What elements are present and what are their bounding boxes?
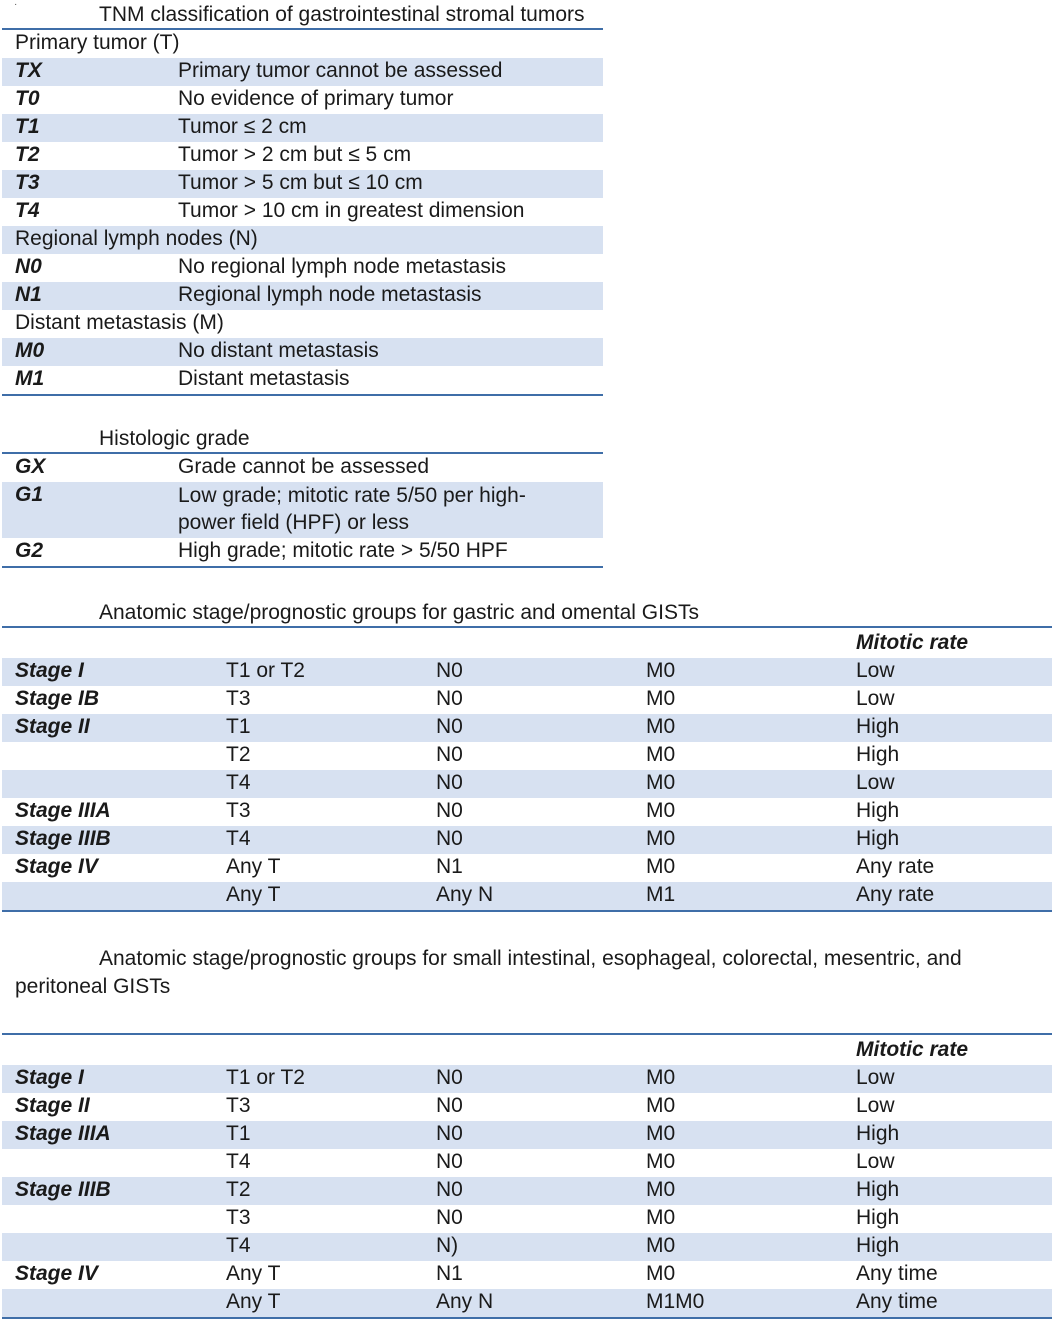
- rate-cell: Any time: [856, 1262, 938, 1285]
- t-desc: Tumor > 5 cm but ≤ 10 cm: [165, 170, 603, 198]
- m-cell: M0: [633, 1121, 843, 1149]
- t-cell: T1: [213, 714, 423, 742]
- stage-cell: [2, 1205, 213, 1233]
- n-cell: Any N: [423, 882, 633, 911]
- t-code: T3: [2, 170, 165, 198]
- table-row: [2, 1093, 1052, 1121]
- mitotic-rate-header: Mitotic rate: [856, 1038, 969, 1061]
- stage-cell: Stage IV: [15, 1262, 98, 1285]
- rate-cell: Low: [856, 1150, 895, 1173]
- stage-cell: [2, 882, 213, 911]
- rate-cell: High: [856, 1206, 900, 1229]
- m-cell: M0: [646, 743, 676, 766]
- m-cell: M0: [633, 1177, 843, 1205]
- n-cell: N0: [436, 1206, 463, 1229]
- intestinal-table: [2, 1033, 1052, 1319]
- stage-cell: [2, 1233, 213, 1261]
- grade-code: G1: [2, 482, 165, 538]
- table-row: [2, 770, 1052, 798]
- intestinal-title-line2: peritoneal GISTs: [15, 975, 171, 998]
- n-desc: Regional lymph node metastasis: [165, 282, 603, 310]
- m-cell: M0: [646, 799, 676, 822]
- grade-desc: Low grade; mitotic rate 5/50 per high-power field (HPF) or less: [165, 482, 603, 538]
- table-row: [2, 198, 603, 226]
- table-row: [2, 170, 603, 198]
- tnm-title: TNM classification of gastrointestinal stromal tumors: [99, 3, 585, 26]
- table-row: [2, 1177, 1052, 1205]
- stage-cell: Stage IB: [15, 687, 100, 710]
- m-cell: M0: [633, 826, 843, 854]
- n-desc: No regional lymph node metastasis: [178, 255, 507, 278]
- n-cell: N0: [436, 1094, 463, 1117]
- rate-cell: High: [843, 1121, 1052, 1149]
- table-row: [2, 1121, 1052, 1149]
- grade-desc: Grade cannot be assessed: [178, 455, 429, 478]
- m-code: M0: [2, 338, 165, 366]
- n-cell: N1: [436, 1262, 463, 1285]
- regional-nodes-header-row: [2, 226, 603, 254]
- t-cell: T2: [213, 1177, 423, 1205]
- table-row: [2, 366, 603, 395]
- n-cell: N0: [423, 770, 633, 798]
- stage-cell: Stage I: [2, 658, 213, 686]
- gastric-table: [2, 626, 1052, 912]
- m-cell: M0: [646, 1094, 676, 1117]
- rate-cell: Low: [856, 1094, 895, 1117]
- table-row: [2, 86, 603, 114]
- t-desc: Tumor ≤ 2 cm: [165, 114, 603, 142]
- rate-cell: High: [843, 714, 1052, 742]
- t-cell: T4: [226, 1150, 251, 1173]
- rate-cell: High: [843, 1177, 1052, 1205]
- table-row: [2, 1065, 1052, 1093]
- stage-cell: Stage II: [2, 714, 213, 742]
- n-cell: N0: [436, 687, 463, 710]
- m-cell: M0: [646, 1150, 676, 1173]
- n-cell: Any N: [423, 1289, 633, 1318]
- header-row: [2, 1034, 1052, 1065]
- stage-cell: Stage IIIB: [2, 826, 213, 854]
- rate-cell: Any time: [843, 1289, 1052, 1318]
- m-code: M1: [15, 367, 45, 390]
- header-row: [2, 627, 1052, 658]
- distant-mets-header-row: [2, 310, 603, 338]
- mitotic-rate-header: Mitotic rate: [856, 631, 969, 654]
- stage-cell: [2, 770, 213, 798]
- t-cell: Any T: [226, 1262, 281, 1285]
- tnm-table: [2, 28, 603, 396]
- t-code: T4: [15, 199, 40, 222]
- m-cell: M0: [646, 687, 676, 710]
- grade-code: GX: [15, 455, 46, 478]
- table-row: [2, 714, 1052, 742]
- stage-cell: Stage I: [2, 1065, 213, 1093]
- table-row: [2, 282, 603, 310]
- t-desc: Tumor > 10 cm in greatest dimension: [178, 199, 525, 222]
- stage-cell: [2, 1289, 213, 1318]
- t-cell: T3: [226, 1206, 251, 1229]
- table-row: [2, 482, 603, 538]
- table-row: [2, 686, 1052, 714]
- m-cell: M0: [633, 770, 843, 798]
- table-row: [2, 453, 603, 482]
- n-cell: N0: [436, 799, 463, 822]
- rate-cell: Low: [843, 770, 1052, 798]
- n-cell: N1: [436, 855, 463, 878]
- rate-cell: Low: [843, 658, 1052, 686]
- table-row: [2, 142, 603, 170]
- t-cell: T3: [226, 1094, 251, 1117]
- t-cell: T4: [213, 1233, 423, 1261]
- t-cell: Any T: [213, 882, 423, 911]
- n-cell: N): [423, 1233, 633, 1261]
- rate-cell: Low: [856, 687, 895, 710]
- stage-cell: Stage II: [15, 1094, 90, 1117]
- n-cell: N0: [423, 1177, 633, 1205]
- primary-tumor-header: Primary tumor (T): [15, 31, 180, 54]
- n-code: N1: [2, 282, 165, 310]
- m-desc: No distant metastasis: [165, 338, 603, 366]
- table-row: [2, 826, 1052, 854]
- t-cell: T3: [226, 687, 251, 710]
- m-desc: Distant metastasis: [178, 367, 350, 390]
- table-row: [2, 1261, 1052, 1289]
- n-cell: N0: [423, 1121, 633, 1149]
- m-cell: M0: [633, 658, 843, 686]
- t-cell: T1: [213, 1121, 423, 1149]
- n-cell: N0: [423, 1065, 633, 1093]
- regional-nodes-header: Regional lymph nodes (N): [2, 226, 603, 254]
- table-row: [2, 854, 1052, 882]
- t-code: T0: [15, 87, 40, 110]
- table-row: [2, 338, 603, 366]
- distant-mets-header: Distant metastasis (M): [15, 311, 224, 334]
- rate-cell: High: [843, 826, 1052, 854]
- rate-cell: Any rate: [843, 882, 1052, 911]
- rate-cell: High: [856, 799, 900, 822]
- t-code: TX: [2, 58, 165, 86]
- gastric-title: Anatomic stage/prognostic groups for gastric and omental GISTs: [99, 601, 699, 624]
- table-row: [2, 658, 1052, 686]
- stage-cell: [2, 1149, 213, 1177]
- t-cell: T4: [213, 826, 423, 854]
- table-row: [2, 1289, 1052, 1318]
- table-row: [2, 538, 603, 567]
- m-cell: M0: [646, 1262, 676, 1285]
- n-cell: N0: [423, 714, 633, 742]
- t-cell: Any T: [226, 855, 281, 878]
- rate-cell: Any rate: [856, 855, 935, 878]
- grade-code: G2: [15, 539, 44, 562]
- n-code: N0: [15, 255, 42, 278]
- table-row: [2, 742, 1052, 770]
- t-code: T1: [2, 114, 165, 142]
- table-row: [2, 1149, 1052, 1177]
- n-cell: N0: [436, 743, 463, 766]
- t-desc: Primary tumor cannot be assessed: [165, 58, 603, 86]
- t-desc: No evidence of primary tumor: [178, 87, 454, 110]
- stage-cell: Stage IIIA: [2, 1121, 213, 1149]
- n-cell: N0: [423, 826, 633, 854]
- m-cell: M0: [646, 855, 676, 878]
- t-code: T2: [15, 143, 40, 166]
- rate-cell: Low: [843, 1065, 1052, 1093]
- t-cell: T1 or T2: [213, 658, 423, 686]
- stage-cell: Stage IV: [15, 855, 98, 878]
- table-row: [2, 798, 1052, 826]
- m-cell: M0: [633, 714, 843, 742]
- stage-cell: Stage IIIB: [2, 1177, 213, 1205]
- n-cell: N0: [436, 1150, 463, 1173]
- table-row: [2, 1233, 1052, 1261]
- m-cell: M0: [633, 1233, 843, 1261]
- table-row: [2, 1205, 1052, 1233]
- intestinal-title-line1: Anatomic stage/prognostic groups for small intestinal, esophageal, colorectal, mesentric, and: [99, 947, 962, 970]
- t-cell: T1 or T2: [213, 1065, 423, 1093]
- stage-cell: [2, 742, 213, 770]
- table-row: [2, 58, 603, 86]
- margin-tick: ·: [14, 0, 18, 10]
- table-row: [2, 114, 603, 142]
- t-cell: T2: [226, 743, 251, 766]
- m-cell: M1M0: [633, 1289, 843, 1318]
- table-row: [2, 882, 1052, 911]
- grade-table: [2, 452, 603, 568]
- rate-cell: High: [843, 1233, 1052, 1261]
- rate-cell: High: [856, 743, 900, 766]
- n-cell: N0: [423, 658, 633, 686]
- stage-cell: Stage IIIA: [15, 799, 111, 822]
- t-cell: T3: [226, 799, 251, 822]
- table-row: [2, 254, 603, 282]
- t-cell: Any T: [213, 1289, 423, 1318]
- t-desc: Tumor > 2 cm but ≤ 5 cm: [178, 143, 412, 166]
- m-cell: M0: [633, 1065, 843, 1093]
- grade-title: Histologic grade: [99, 427, 250, 450]
- m-cell: M0: [646, 1206, 676, 1229]
- m-cell: M1: [633, 882, 843, 911]
- t-cell: T4: [213, 770, 423, 798]
- grade-desc: High grade; mitotic rate > 5/50 HPF: [178, 539, 508, 562]
- primary-tumor-header-row: [2, 29, 603, 58]
